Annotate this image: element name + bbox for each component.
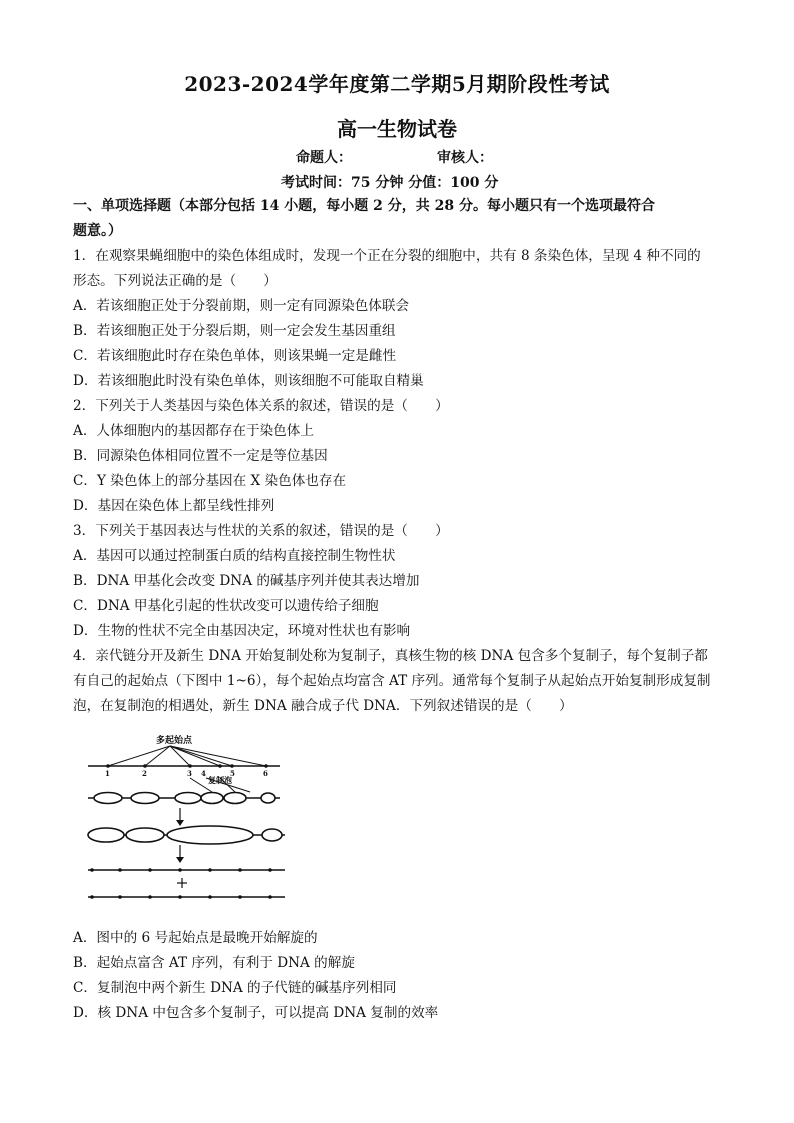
origin-number: 3 xyxy=(187,769,192,778)
paper-title: 高一生物试卷 xyxy=(337,117,457,141)
origin-number: 5 xyxy=(230,769,235,778)
q1-option-b: B．若该细胞正处于分裂后期，则一定会发生基因重组 xyxy=(73,323,396,339)
bubble-label: 复制泡 xyxy=(208,775,232,785)
q2-option-c: C．Y 染色体上的部分基因在 X 染色体也存在 xyxy=(73,473,347,489)
q4-stem: 4．亲代链分开及新生 DNA 开始复制处称为复制子，真核生物的核 DNA 包含多个复制子，每个复制子都 xyxy=(73,648,708,664)
q3-option-a: A．基因可以通过控制蛋白质的结构直接控制生物性状 xyxy=(73,548,396,564)
q1-option-a: A．若该细胞正处于分裂前期，则一定有同源染色体联会 xyxy=(73,298,410,314)
q1-option-c: C．若该细胞此时存在染色单体，则该果蝇一定是雌性 xyxy=(73,348,397,364)
q1-option-d: D．若该细胞此时没有染色单体，则该细胞不可能取自精巢 xyxy=(73,373,424,389)
q1-stem-cont: 形态。下列说法正确的是（ ） xyxy=(73,273,277,289)
q3-option-c: C．DNA 甲基化引起的性状改变可以遗传给子细胞 xyxy=(73,598,379,614)
q4-option-d: D．核 DNA 中包含多个复制子，可以提高 DNA 复制的效率 xyxy=(73,1005,439,1021)
q2-option-b: B．同源染色体相同位置不一定是等位基因 xyxy=(73,448,328,464)
section-heading: 一、单项选择题（本部分包括 14 小题，每小题 2 分，共 28 分。每小题只有一个选项最符合 xyxy=(73,198,655,214)
q3-option-b: B．DNA 甲基化会改变 DNA 的碱基序列并使其表达增加 xyxy=(73,573,420,589)
q2-stem: 2．下列关于人类基因与染色体关系的叙述，错误的是（ ） xyxy=(73,398,449,414)
q4-option-b: B．起始点富含 AT 序列，有利于 DNA 的解旋 xyxy=(73,955,355,971)
q4-stem-cont: 有自己的起始点（下图中 1~6），每个起始点均富含 AT 序列。通常每个复制子从起始点开始复制形成复制 xyxy=(73,673,711,689)
origins-label: 多起始点 xyxy=(156,736,193,746)
q4-option-a: A．图中的 6 号起始点是最晚开始解旋的 xyxy=(73,930,318,946)
q2-option-d: D．基因在染色体上都呈线性排列 xyxy=(73,498,275,514)
exam-info: 考试时间：75 分钟 分值：100 分 xyxy=(281,175,499,191)
origin-number: 4 xyxy=(201,769,206,778)
q1-stem: 1．在观察果蝇细胞中的染色体组成时，发现一个正在分裂的细胞中，共有 8 条染色体，呈现 4 种不同的 xyxy=(73,248,701,264)
q2-option-a: A．人体细胞内的基因都存在于染色体上 xyxy=(73,423,314,439)
q3-stem: 3．下列关于基因表达与性状的关系的叙述，错误的是（ ） xyxy=(73,523,449,539)
section-heading-cont: 题意。） xyxy=(73,223,122,239)
exam-title: 2023-2024学年度第二学期5月期阶段性考试 xyxy=(184,72,610,96)
origin-number: 1 xyxy=(105,769,110,778)
origin-number: 6 xyxy=(263,769,268,778)
author-label: 命题人： xyxy=(296,150,352,166)
q4-stem-cont2: 泡，在复制泡的相遇处，新生 DNA 融合成子代 DNA．下列叙述错误的是（ ） xyxy=(73,698,573,714)
origin-number: 2 xyxy=(142,769,147,778)
q4-option-c: C．复制泡中两个新生 DNA 的子代链的碱基序列相同 xyxy=(73,980,397,996)
replication-diagram xyxy=(70,732,300,907)
q3-option-d: D．生物的性状不完全由基因决定，环境对性状也有影响 xyxy=(73,623,411,639)
reviewer-label: 审核人： xyxy=(437,150,493,166)
